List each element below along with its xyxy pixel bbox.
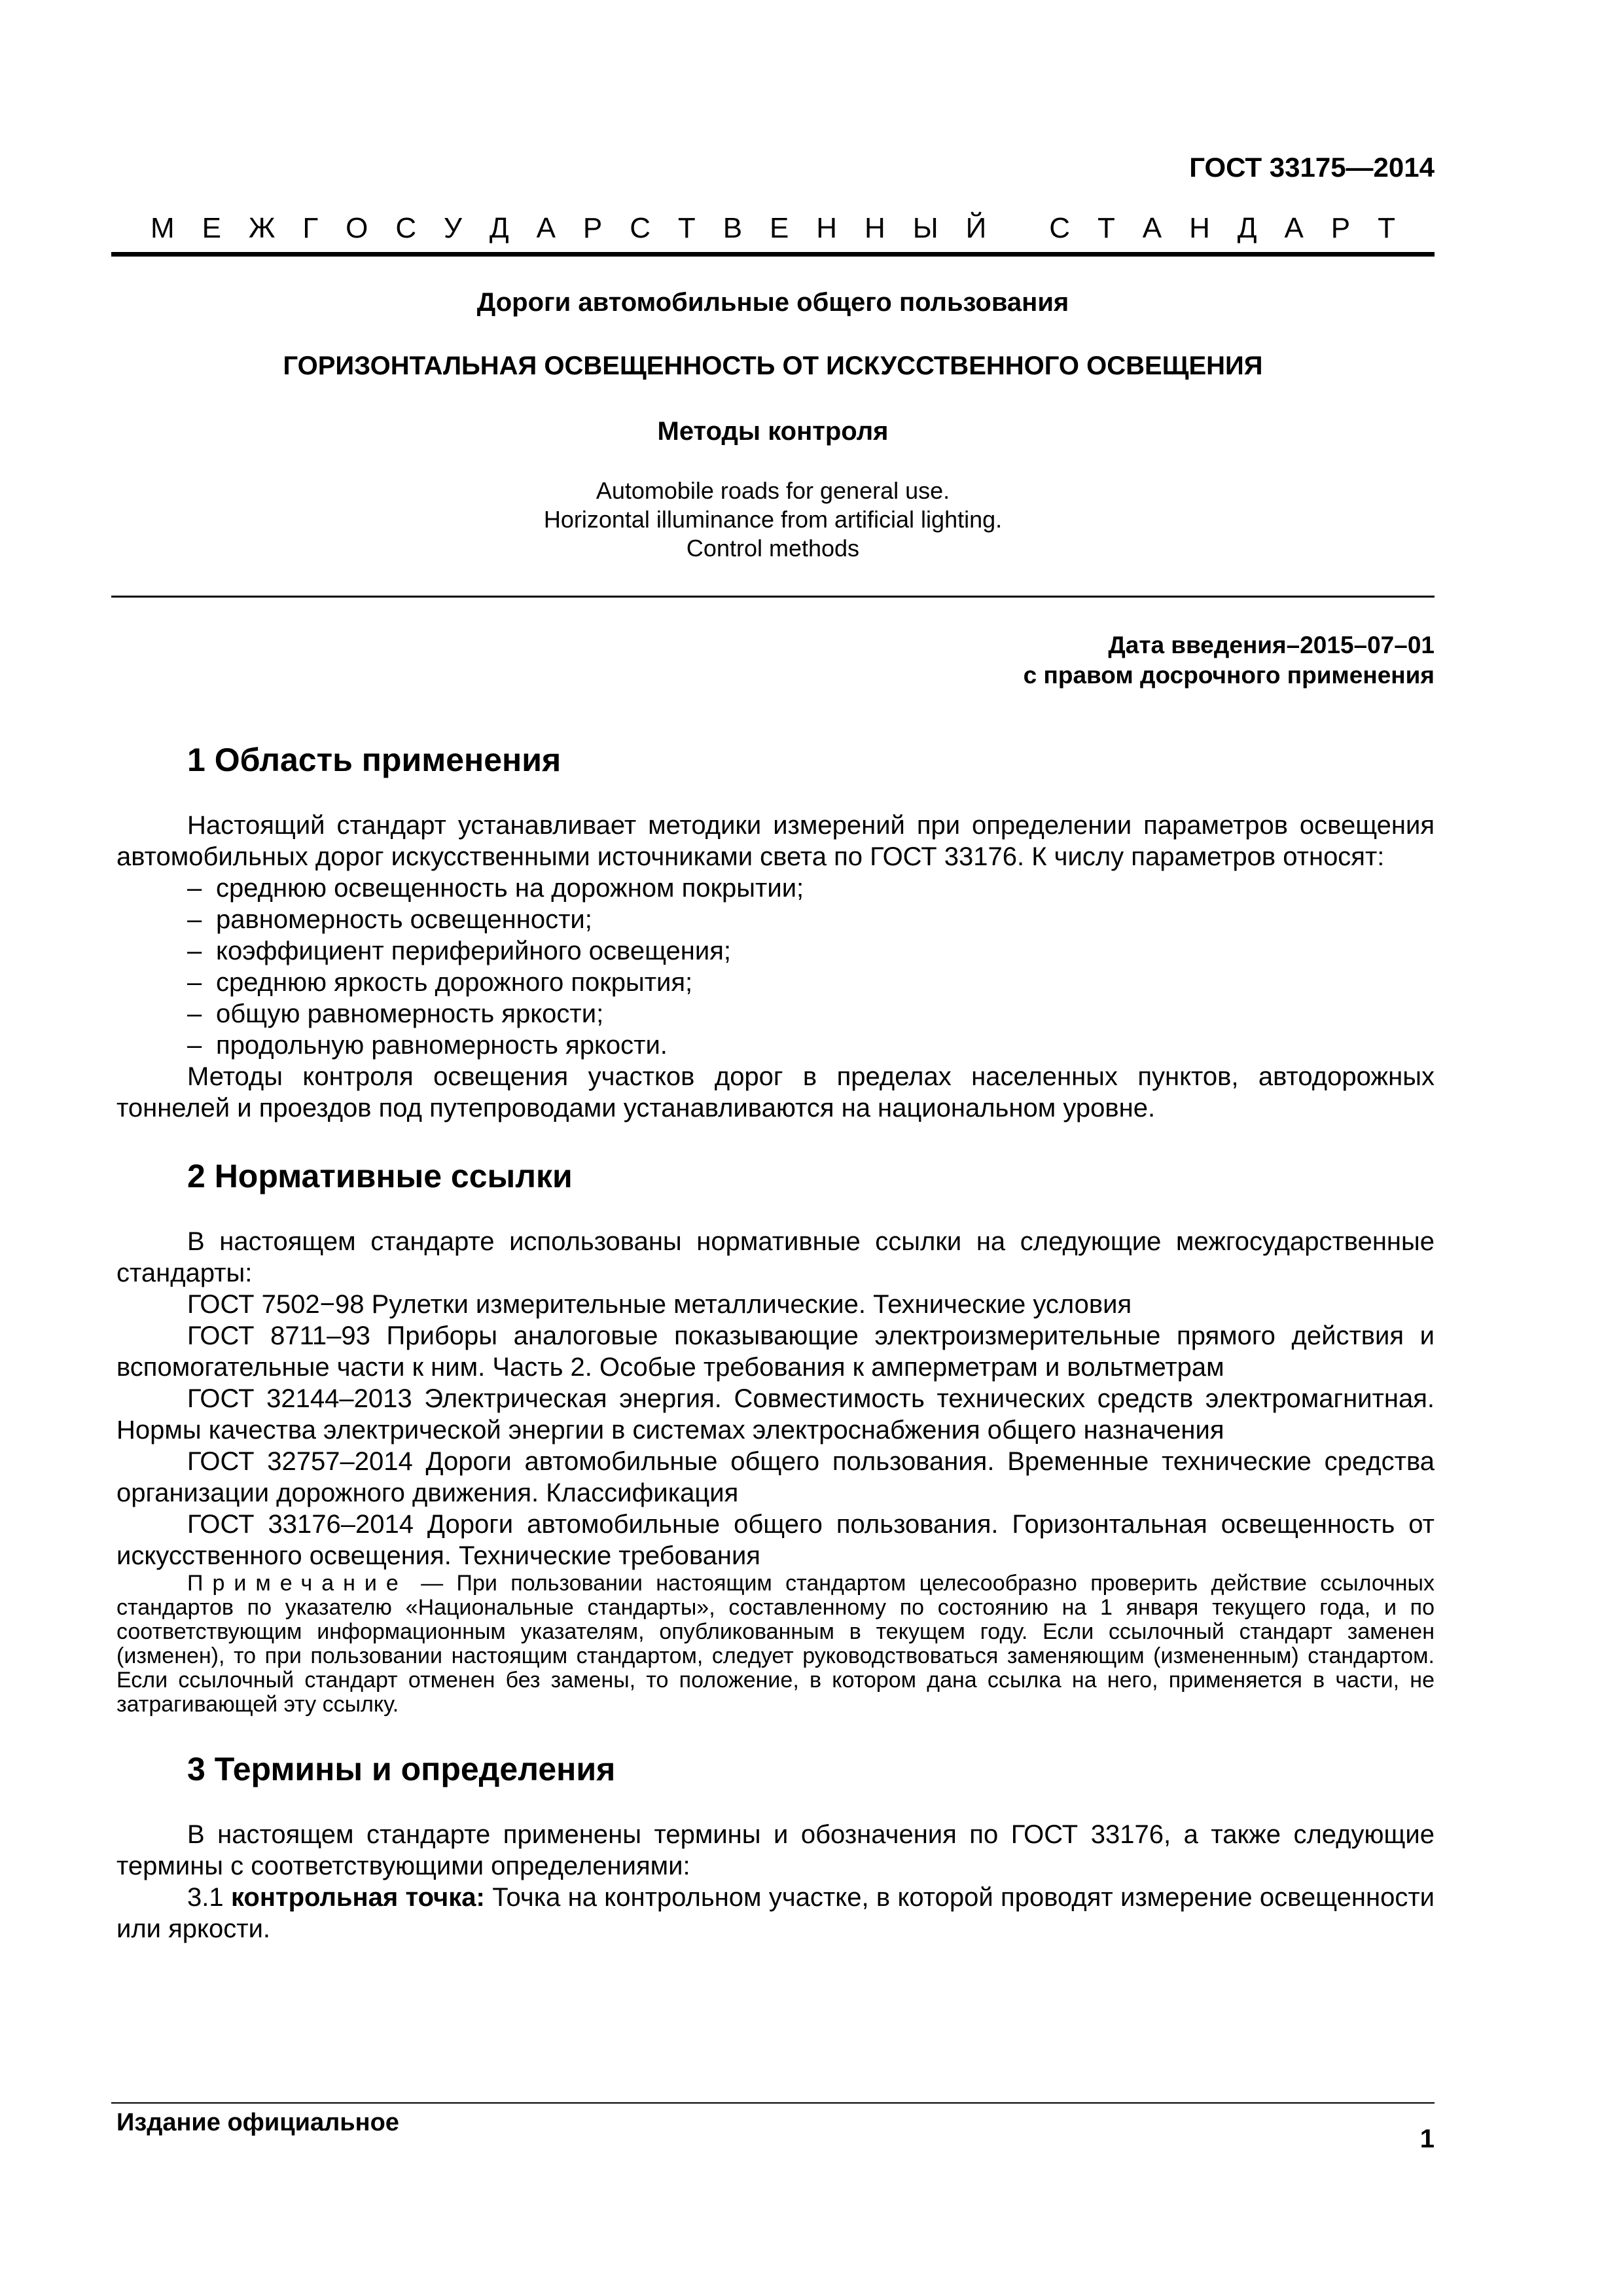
standard-code: ГОСТ 33175—2014 — [1189, 152, 1435, 183]
reference-item: ГОСТ 32757–2014 Дороги автомобильные общего пользования. Временные технические средства организации дорожного движения. Классификация — [116, 1447, 1435, 1507]
heading-letter: Е — [202, 212, 221, 244]
standard-type-heading — [111, 212, 1435, 245]
title-line-1: Дороги автомобильные общего пользования — [476, 288, 1069, 317]
heading-letter: А — [536, 212, 556, 244]
title-line-2: ГОРИЗОНТАЛЬНАЯ ОСВЕЩЕННОСТЬ ОТ ИСКУССТВЕННОГО ОСВЕЩЕНИЯ — [283, 351, 1263, 380]
heading-letter: Й — [965, 212, 987, 244]
page-number: 1 — [1419, 2125, 1435, 2153]
edition-label: Издание официальное — [116, 2109, 399, 2136]
definition: Точка на контрольном участке, в которой проводят измерение освещенности или яркости. — [116, 1883, 1435, 1943]
heading-letter: Т — [1378, 212, 1395, 244]
list-item: – равномерность освещенности; — [187, 904, 1435, 935]
heading-letter — [1014, 212, 1022, 245]
heading-letter: Д — [489, 212, 509, 244]
heading-letter: Ы — [912, 212, 938, 244]
section-3-heading: 3 Термины и определения — [187, 1751, 616, 1787]
heading-letter: Е — [770, 212, 789, 244]
parameter-list — [116, 872, 1435, 1061]
term: контрольная точка: — [230, 1883, 485, 1912]
english-title — [111, 476, 1435, 563]
heading-letter: О — [346, 212, 368, 244]
paragraph: Настоящий стандарт устанавливает методики измерений при определении параметров освещения автомобильных дорог искусственными источниками света по ГОСТ 33176. К числу параметров относят: — [116, 811, 1435, 871]
list-item: – коэффициент периферийного освещения; — [187, 935, 1435, 967]
introduction-date-line: Дата введения–2015–07–01 — [1108, 632, 1435, 658]
section-2-heading: 2 Нормативные ссылки — [187, 1158, 573, 1194]
note — [116, 1571, 1435, 1717]
heading-letter: М — [151, 212, 175, 244]
list-item: – среднюю освещенность на дорожном покрытии; — [187, 872, 1435, 904]
heading-letter: Р — [582, 212, 603, 244]
list-item: – продольную равномерность яркости. — [187, 1030, 1435, 1061]
reference-item: ГОСТ 32144–2013 Электрическая энергия. Совместимость технических средств электромагнитная. Нормы качества электрической энергии в системах электроснабжения общего назначения — [116, 1384, 1435, 1444]
heading-letter: С — [630, 212, 651, 244]
footer-rule — [111, 2102, 1435, 2104]
paragraph: В настоящем стандарте применены термины и обозначения по ГОСТ 33176, а также следующие термины с соответствующими определениями: — [116, 1820, 1435, 1880]
english-title-line: Automobile roads for general use. — [596, 477, 950, 504]
note-label: Примечание — [187, 1571, 408, 1596]
heading-letter: В — [722, 212, 743, 244]
paragraph: В настоящем стандарте использованы нормативные ссылки на следующие межгосударственные стандарты: — [116, 1227, 1435, 1287]
title-line-3: Методы контроля — [657, 417, 889, 446]
heading-letter: Ж — [248, 212, 276, 244]
heading-letter: Т — [677, 212, 696, 244]
heading-letter: Н — [864, 212, 885, 244]
list-item: – среднюю яркость дорожного покрытия; — [187, 967, 1435, 998]
header-rule — [111, 252, 1435, 257]
introduction-date — [111, 630, 1435, 691]
heading-letter: Р — [1330, 212, 1351, 244]
heading-letter: А — [1142, 212, 1162, 244]
heading-letter: У — [444, 212, 462, 244]
heading-letter: Н — [1189, 212, 1210, 244]
heading-letter: С — [1049, 212, 1071, 244]
title-rule — [111, 596, 1435, 598]
reference-item: ГОСТ 8711–93 Приборы аналоговые показывающие электроизмерительные прямого действия и вспомогательные части к ним. Часть 2. Особые требования к амперметрам и вольтметрам — [116, 1321, 1435, 1382]
heading-letter: Т — [1097, 212, 1115, 244]
heading-letter: Д — [1237, 212, 1257, 244]
section-1-heading: 1 Область применения — [187, 742, 562, 778]
note-text: — При пользовании настоящим стандартом целесообразно проверить действие ссылочных стандартов по указателю «Национальные стандарты», составленному по состоянию на 1 января текущего года, и по соответствующим информационным указателям, опубликованным в текущем году. Если ссылочный стандарт заменен (изменен), то при пользовании настоящим стандартом, следует руководствоваться заменяющим (измененным) стандартом. Если ссылочный стандарт отменен без замены, то положение, в котором дана ссылка на него, применяется в части, не затрагивающей эту ссылку. — [116, 1571, 1435, 1717]
heading-letter: Н — [816, 212, 838, 244]
list-item: – общую равномерность яркости; — [187, 998, 1435, 1030]
heading-letter: С — [395, 212, 417, 244]
english-title-line: Horizontal illuminance from artificial lighting. — [543, 506, 1003, 533]
paragraph: Методы контроля освещения участков дорог в пределах населенных пунктов, автодорожных тоннелей и проездов под путепроводами устанавливаются на национальном уровне. — [116, 1062, 1435, 1122]
heading-letter: Г — [302, 212, 319, 244]
english-title-line: Control methods — [686, 535, 860, 562]
heading-letter: А — [1284, 212, 1304, 244]
reference-item: ГОСТ 33176–2014 Дороги автомобильные общего пользования. Горизонтальная освещенность от искусственного освещения. Технические требования — [116, 1510, 1435, 1570]
term-number: 3.1 — [187, 1883, 224, 1912]
early-application-line: с правом досрочного применения — [1023, 662, 1435, 689]
term-definition — [116, 1882, 1435, 1945]
document-body — [116, 736, 1435, 1945]
reference-item: ГОСТ 7502−98 Рулетки измерительные металлические. Технические условия — [187, 1290, 1132, 1319]
